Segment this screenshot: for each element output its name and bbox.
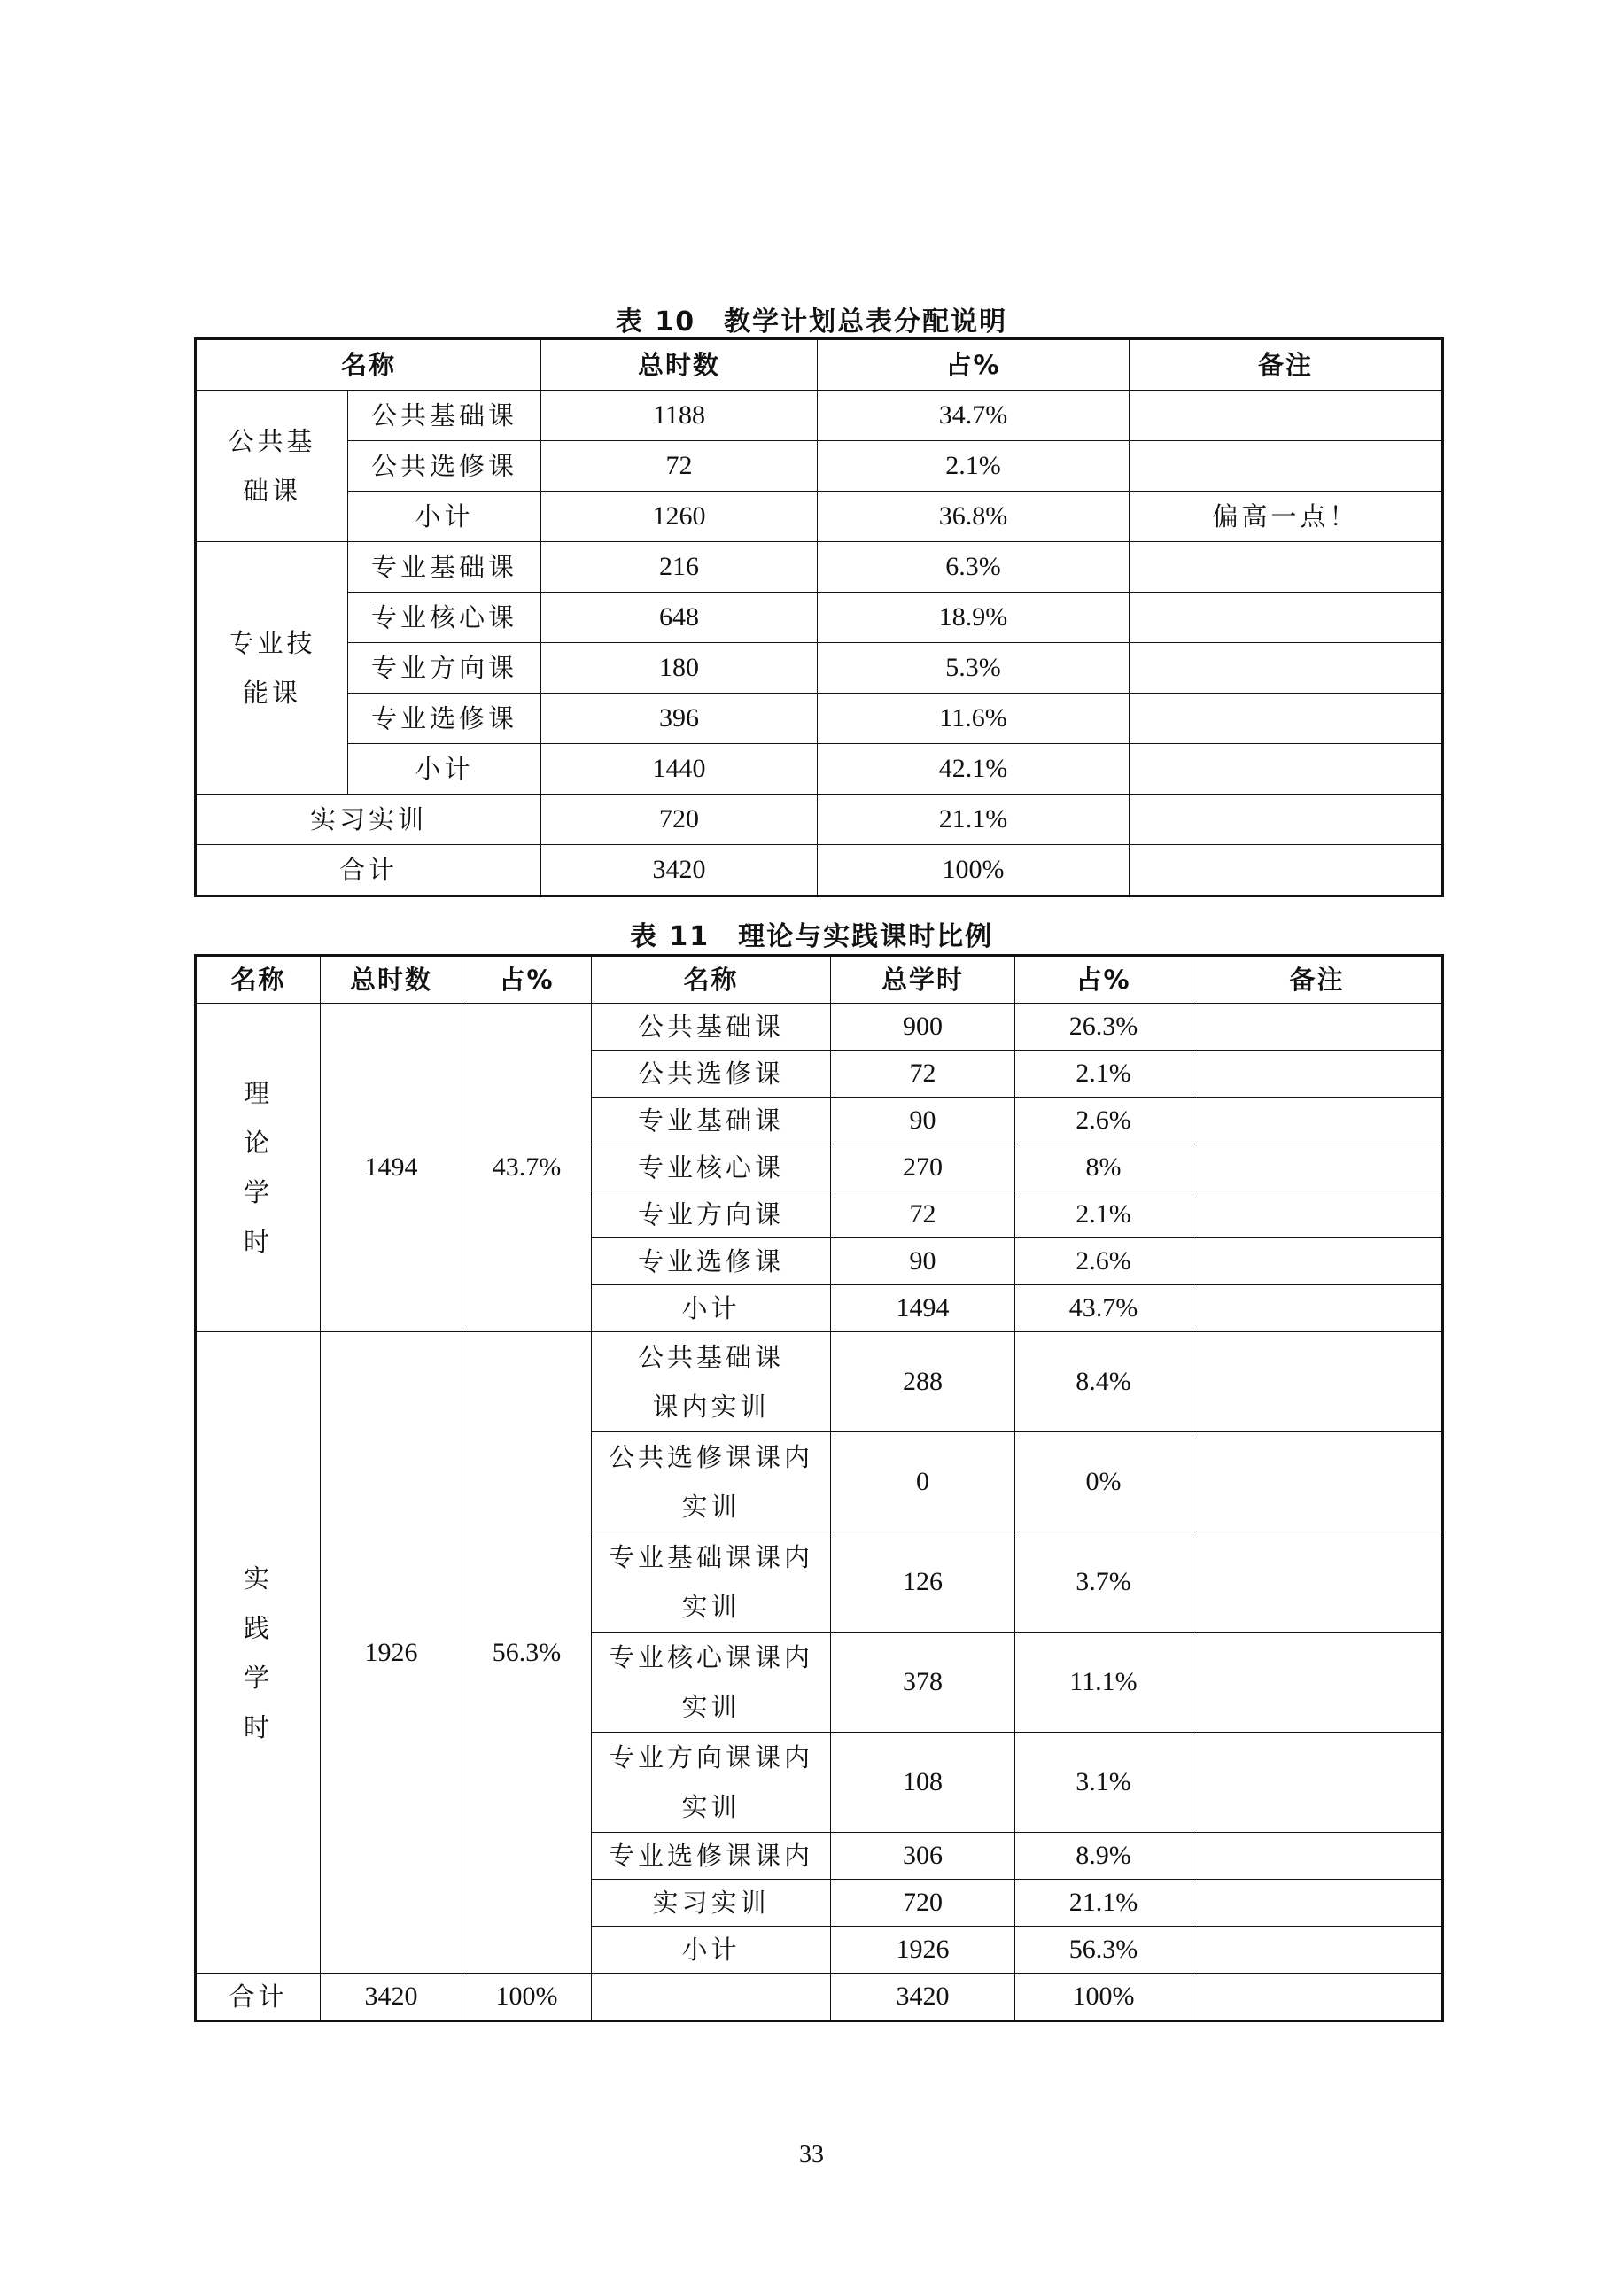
theory-hours: 1494 <box>321 1004 462 1332</box>
row-note <box>1130 643 1443 694</box>
theory-label: 理论学时 <box>196 1004 321 1332</box>
row-name <box>592 1532 831 1633</box>
row-name: 小计 <box>592 1285 831 1332</box>
total-hours2: 3420 <box>831 1974 1015 2021</box>
table10-header-hours: 总时数 <box>541 339 818 391</box>
table11-header-hours: 总时数 <box>321 956 462 1004</box>
row-name-line1: 专业核心课课内 <box>608 1642 813 1672</box>
row-name-line2: 实训 <box>681 1692 741 1722</box>
table-row <box>196 694 1443 744</box>
row-pct: 6.3% <box>818 542 1130 593</box>
row-pct: 8% <box>1015 1144 1192 1191</box>
group-label: 公共基础课 <box>196 391 348 542</box>
row-pct: 100% <box>818 845 1130 896</box>
row-hours: 72 <box>541 441 818 492</box>
row-hours: 72 <box>831 1191 1015 1238</box>
row-hours: 288 <box>831 1332 1015 1432</box>
row-note <box>1130 391 1443 441</box>
table-row <box>196 795 1443 845</box>
row-note <box>1192 1238 1443 1285</box>
total-pct: 100% <box>462 1974 592 2021</box>
row-pct: 36.8% <box>818 492 1130 542</box>
table-row <box>196 845 1443 896</box>
row-note: 偏高一点！ <box>1130 492 1443 542</box>
table-row <box>196 441 1443 492</box>
row-name: 专业核心课 <box>348 593 541 643</box>
table11-caption: 表 11 理论与实践课时比例 <box>629 921 994 952</box>
table10-header-pct: 占% <box>818 339 1130 391</box>
row-name: 公共选修课 <box>348 441 541 492</box>
practice-pct: 56.3% <box>462 1332 592 1974</box>
row-name-line2: 实训 <box>681 1492 741 1522</box>
row-name: 实习实训 <box>592 1880 831 1927</box>
table11-header-name: 名称 <box>196 956 321 1004</box>
row-note <box>1192 1332 1443 1432</box>
row-note <box>1192 1532 1443 1633</box>
row-hours: 90 <box>831 1098 1015 1144</box>
row-name: 专业选修课 <box>348 694 541 744</box>
row-note <box>1130 542 1443 593</box>
row-name <box>592 1432 831 1532</box>
row-pct: 21.1% <box>1015 1880 1192 1927</box>
practice-hours: 1926 <box>321 1332 462 1974</box>
row-pct: 2.1% <box>1015 1051 1192 1098</box>
page-number: 33 <box>799 2141 824 2168</box>
row-pct: 2.6% <box>1015 1098 1192 1144</box>
row-hours: 126 <box>831 1532 1015 1633</box>
row-name-line2: 实训 <box>681 1792 741 1822</box>
row-name-line1: 公共选修课课内 <box>608 1442 813 1472</box>
row-name <box>592 1332 831 1432</box>
row-pct: 8.9% <box>1015 1833 1192 1880</box>
row-pct: 26.3% <box>1015 1004 1192 1051</box>
row-note <box>1192 1051 1443 1098</box>
total-pct2: 100% <box>1015 1974 1192 2021</box>
table11-header-row <box>196 956 1443 1004</box>
row-name: 小计 <box>348 492 541 542</box>
row-name: 专业核心课 <box>592 1144 831 1191</box>
table-row <box>196 492 1443 542</box>
row-note <box>1192 1880 1443 1927</box>
row-note <box>1130 795 1443 845</box>
row-name: 小计 <box>592 1927 831 1974</box>
row-name: 公共选修课 <box>592 1051 831 1098</box>
row-pct: 2.1% <box>1015 1191 1192 1238</box>
row-name-line2: 课内实训 <box>652 1392 770 1422</box>
theory-pct: 43.7% <box>462 1004 592 1332</box>
table11 <box>194 954 1444 2022</box>
row-hours: 1440 <box>541 744 818 795</box>
row-note <box>1192 1098 1443 1144</box>
row-hours: 648 <box>541 593 818 643</box>
row-note <box>1192 1285 1443 1332</box>
row-pct: 21.1% <box>818 795 1130 845</box>
row-hours: 180 <box>541 643 818 694</box>
row-pct: 56.3% <box>1015 1927 1192 1974</box>
table-row <box>196 643 1443 694</box>
total-note <box>1192 1974 1443 2021</box>
row-pct: 2.6% <box>1015 1238 1192 1285</box>
row-hours: 720 <box>831 1880 1015 1927</box>
row-name: 专业基础课 <box>348 542 541 593</box>
total-name2 <box>592 1974 831 2021</box>
row-name-line1: 公共基础课 <box>637 1342 784 1372</box>
row-note <box>1192 1144 1443 1191</box>
table-row <box>196 1332 1443 1432</box>
table-row <box>196 542 1443 593</box>
row-hours: 378 <box>831 1633 1015 1733</box>
row-note <box>1192 1833 1443 1880</box>
table10-header-row <box>196 339 1443 391</box>
row-hours: 3420 <box>541 845 818 896</box>
row-hours: 900 <box>831 1004 1015 1051</box>
row-hours: 306 <box>831 1833 1015 1880</box>
table-row <box>196 1974 1443 2021</box>
row-hours: 1260 <box>541 492 818 542</box>
row-name: 实习实训 <box>196 795 541 845</box>
row-note <box>1192 1733 1443 1833</box>
row-pct: 2.1% <box>818 441 1130 492</box>
row-pct: 34.7% <box>818 391 1130 441</box>
table-row <box>196 744 1443 795</box>
table10-header-note: 备注 <box>1130 339 1443 391</box>
row-hours: 1188 <box>541 391 818 441</box>
row-name: 专业选修课课内 <box>592 1833 831 1880</box>
row-note <box>1130 593 1443 643</box>
row-hours: 270 <box>831 1144 1015 1191</box>
row-note <box>1192 1191 1443 1238</box>
row-hours: 1494 <box>831 1285 1015 1332</box>
row-hours: 216 <box>541 542 818 593</box>
row-note <box>1130 441 1443 492</box>
row-name-line2: 实训 <box>681 1592 741 1622</box>
row-hours: 396 <box>541 694 818 744</box>
row-name: 专业方向课 <box>348 643 541 694</box>
row-hours: 90 <box>831 1238 1015 1285</box>
table10-header-name: 名称 <box>196 339 541 391</box>
row-pct: 42.1% <box>818 744 1130 795</box>
table11-header-pct: 占% <box>462 956 592 1004</box>
row-note <box>1130 744 1443 795</box>
total-name: 合计 <box>196 1974 321 2021</box>
row-pct: 0% <box>1015 1432 1192 1532</box>
row-hours: 108 <box>831 1733 1015 1833</box>
row-pct: 3.1% <box>1015 1733 1192 1833</box>
row-pct: 5.3% <box>818 643 1130 694</box>
table11-header-hours2: 总学时 <box>831 956 1015 1004</box>
table10-caption: 表 10 教学计划总表分配说明 <box>615 306 1008 337</box>
row-pct: 11.6% <box>818 694 1130 744</box>
row-name <box>592 1733 831 1833</box>
row-pct: 18.9% <box>818 593 1130 643</box>
row-hours: 1926 <box>831 1927 1015 1974</box>
row-note <box>1192 1927 1443 1974</box>
row-name: 合计 <box>196 845 541 896</box>
row-hours: 720 <box>541 795 818 845</box>
table-row <box>196 1004 1443 1051</box>
table-row <box>196 391 1443 441</box>
row-name <box>592 1633 831 1733</box>
row-name: 专业选修课 <box>592 1238 831 1285</box>
row-note <box>1192 1004 1443 1051</box>
table10 <box>194 337 1444 897</box>
row-name-line1: 专业基础课课内 <box>608 1542 813 1572</box>
row-note <box>1130 694 1443 744</box>
row-name: 专业方向课 <box>592 1191 831 1238</box>
table11-header-name2: 名称 <box>592 956 831 1004</box>
table-row <box>196 593 1443 643</box>
row-pct: 11.1% <box>1015 1633 1192 1733</box>
table11-header-pct2: 占% <box>1015 956 1192 1004</box>
row-pct: 3.7% <box>1015 1532 1192 1633</box>
row-hours: 0 <box>831 1432 1015 1532</box>
row-name: 小计 <box>348 744 541 795</box>
row-pct: 43.7% <box>1015 1285 1192 1332</box>
row-pct: 8.4% <box>1015 1332 1192 1432</box>
practice-label: 实践学时 <box>196 1332 321 1974</box>
row-note <box>1192 1432 1443 1532</box>
row-name: 公共基础课 <box>348 391 541 441</box>
row-hours: 72 <box>831 1051 1015 1098</box>
table11-header-note: 备注 <box>1192 956 1443 1004</box>
row-name-line1: 专业方向课课内 <box>608 1742 813 1772</box>
group-label: 专业技能课 <box>196 542 348 795</box>
row-note <box>1130 845 1443 896</box>
row-name: 专业基础课 <box>592 1098 831 1144</box>
row-name: 公共基础课 <box>592 1004 831 1051</box>
total-hours: 3420 <box>321 1974 462 2021</box>
row-note <box>1192 1633 1443 1733</box>
